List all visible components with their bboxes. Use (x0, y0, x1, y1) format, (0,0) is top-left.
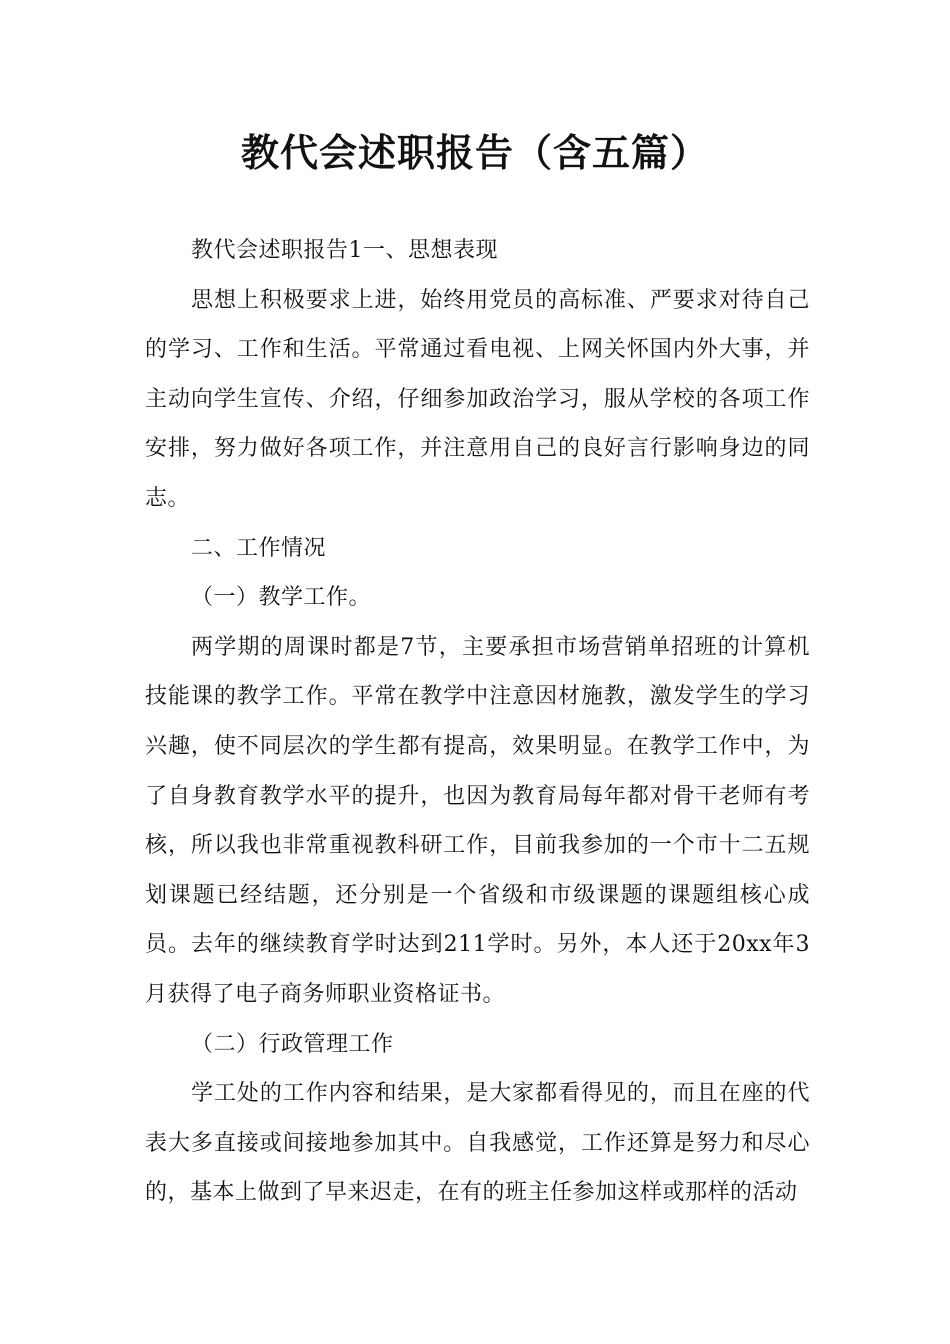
paragraph-subheading-teaching: （一）教学工作。 (191, 585, 372, 611)
paragraph-heading-1: 教代会述职报告1一、思想表现 (191, 238, 498, 263)
paragraph-admin: 学工处的工作内容和结果，是大家都看得见的，而且在座的代表大多直接或间接地参加其中。自我感觉，工作还算是努力和尽心的，基本上做到了早来迟走，在有的班主任参加这样或那样的活动 (145, 1081, 810, 1206)
paragraph-subheading-admin: （二）行政管理工作 (191, 1031, 394, 1057)
document-title: 教代会述职报告（含五篇） (240, 131, 709, 175)
document-body (145, 226, 810, 1218)
paragraph-thoughts: 思想上积极要求上进，始终用党员的高标准、严要求对待自己的学习、工作和生活。平常通过看电视、上网关怀国内外大事，并主动向学生宣传、介绍，仔细参加政治学习，服从学校的各项工作安排，努力做好各项工作，并注意用自己的良好言行影响身边的同志。 (145, 287, 810, 511)
paragraph-teaching: 两学期的周课时都是7节，主要承担市场营销单招班的计算机技能课的教学工作。平常在教学中注意因材施教，激发学生的学习兴趣，使不同层次的学生都有提高，效果明显。在教学工作中，为了自身教育教学水平的提升，也因为教育局每年都对骨干老师有考核，所以我也非常重视教科研工作，目前我参加的一个市十二五规划课题已经结题，还分别是一个省级和市级课题的课题组核心成员。去年的继续教育学时达到211学时。另外，本人还于20xx年3月获得了电子商务师职业资格证书。 (145, 634, 810, 1007)
paragraph-heading-2: 二、工作情况 (191, 535, 327, 561)
